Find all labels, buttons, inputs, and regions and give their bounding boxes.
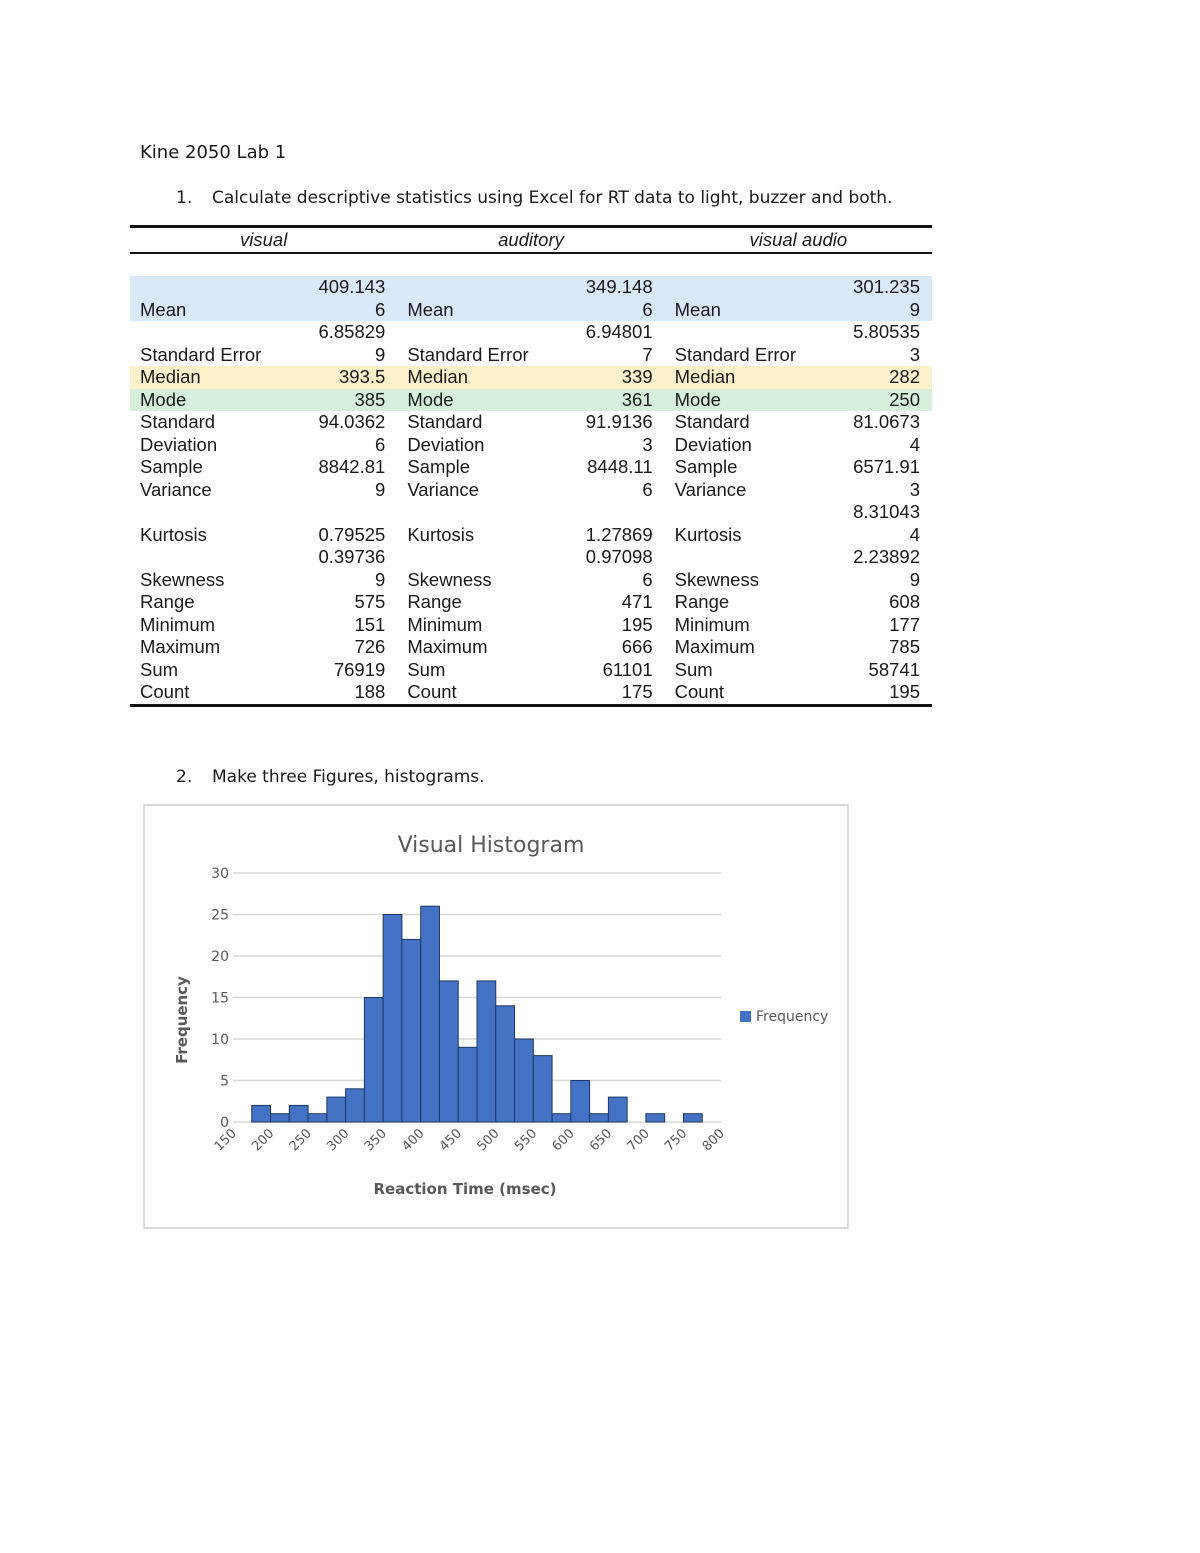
table-row <box>130 524 932 547</box>
histogram-bar <box>364 998 383 1123</box>
stat-label: Standard <box>140 411 216 432</box>
y-tick-label: 0 <box>220 1115 229 1131</box>
task-text: Make three Figures, histograms. <box>212 767 485 787</box>
header-auditory: auditory <box>397 227 664 254</box>
histogram-bar <box>402 939 421 1122</box>
stat-label <box>130 321 305 344</box>
stat-label: Standard Error <box>140 343 262 365</box>
spacer-row <box>130 253 932 276</box>
stat-value: 81.0673 <box>853 411 920 432</box>
document-title: Kine 2050 Lab 1 <box>140 142 287 163</box>
x-tick-label: 350 <box>361 1126 390 1155</box>
histogram-bars <box>252 906 702 1122</box>
stat-label: Kurtosis <box>674 523 742 545</box>
stat-label: Range <box>140 591 195 612</box>
task-text: Calculate descriptive statistics using Excel for RT data to light, buzzer and both. <box>212 188 893 208</box>
stat-value: 9 <box>375 478 386 500</box>
x-tick-label: 450 <box>436 1126 466 1155</box>
stat-value: 9 <box>375 568 386 590</box>
stat-value: 177 <box>889 613 920 635</box>
stat-label: Median <box>665 366 840 389</box>
stat-label <box>130 546 305 569</box>
stat-value: 6 <box>642 568 653 590</box>
histogram-bar <box>608 1097 627 1122</box>
descriptive-stats-table <box>130 225 932 707</box>
stat-label: Minimum <box>407 613 483 635</box>
stat-label: Kurtosis <box>140 523 207 545</box>
stat-value: 9 <box>909 568 920 590</box>
stat-label: Deviation <box>674 433 752 455</box>
stat-label: Minimum <box>674 613 750 635</box>
stat-value: 195 <box>621 613 653 635</box>
y-tick-label: 30 <box>211 866 229 882</box>
stat-value: 282 <box>840 366 932 389</box>
stat-label: Mode <box>665 389 840 412</box>
stat-label: Minimum <box>140 613 216 635</box>
visual-histogram-chart <box>143 804 849 1229</box>
histogram-bar <box>271 1114 290 1122</box>
stat-label <box>397 501 572 524</box>
stat-value: 471 <box>621 591 653 612</box>
histogram-bar <box>515 1039 534 1122</box>
x-tick-label: 800 <box>699 1126 728 1155</box>
stat-label: Median <box>130 366 305 389</box>
stat-value: 726 <box>354 636 386 657</box>
stat-label: Count <box>397 681 572 705</box>
histogram-bar <box>477 981 496 1122</box>
stat-value: 608 <box>889 591 920 612</box>
table-row <box>130 321 932 344</box>
histogram-bar <box>496 1006 515 1122</box>
stat-label <box>665 276 840 299</box>
histogram-bar <box>552 1114 571 1122</box>
stat-value: 6 <box>642 478 653 500</box>
stat-label: Maximum <box>674 636 755 657</box>
histogram-bar <box>308 1114 327 1122</box>
stat-value: 0.79525 <box>318 523 386 545</box>
histogram-bar <box>439 981 458 1122</box>
task-number: 2. <box>176 767 193 787</box>
stat-value: 785 <box>889 636 920 657</box>
x-axis-label: Reaction Time (msec) <box>373 1180 557 1198</box>
stat-label: Variance <box>407 478 479 500</box>
stat-label: Count <box>130 681 305 705</box>
x-axis-ticks <box>212 1126 728 1154</box>
stat-label: Range <box>407 591 462 612</box>
stat-value: 91.9136 <box>585 411 653 432</box>
stat-value: 385 <box>305 389 397 412</box>
stat-label <box>397 546 572 569</box>
stat-value: 6.94801 <box>585 321 653 342</box>
stat-label <box>130 276 305 299</box>
table-row <box>130 366 932 389</box>
table-row <box>130 276 932 299</box>
table-row <box>130 681 932 705</box>
table-header-row <box>130 227 932 254</box>
x-tick-label: 400 <box>399 1126 428 1155</box>
stat-label: Range <box>674 591 730 612</box>
stat-value: 6 <box>305 299 397 322</box>
table-row <box>130 501 932 524</box>
stat-value: 151 <box>354 613 386 635</box>
stat-label <box>397 276 572 299</box>
x-tick-label: 150 <box>211 1126 240 1155</box>
x-tick-label: 750 <box>662 1126 691 1155</box>
table-body <box>130 253 932 705</box>
stat-value: 250 <box>840 389 932 412</box>
stat-label <box>130 501 305 524</box>
y-tick-label: 20 <box>211 949 229 965</box>
stat-label: Skewness <box>674 568 759 590</box>
stat-value: 0.39736 <box>318 546 386 567</box>
stat-value: 8.31043 <box>853 501 920 522</box>
stat-value: 4 <box>909 433 920 455</box>
stat-label: Sample <box>407 456 471 477</box>
stat-value: 8448.11 <box>587 456 653 477</box>
stat-label: Deviation <box>140 433 218 455</box>
y-axis-label: Frequency <box>173 976 191 1064</box>
header-visual: visual <box>130 227 397 254</box>
stat-value: 3 <box>642 433 653 455</box>
stat-label <box>397 321 572 344</box>
x-tick-label: 700 <box>624 1126 653 1155</box>
stat-value: 1.27869 <box>585 523 653 545</box>
chart-legend <box>740 1009 828 1025</box>
table-row <box>130 299 932 322</box>
histogram-bar <box>571 1081 590 1123</box>
stat-value: 58741 <box>868 658 920 680</box>
stat-label: Deviation <box>407 433 485 455</box>
stat-value: 61101 <box>602 658 653 680</box>
table-row <box>130 389 932 412</box>
stat-label: Sample <box>140 456 203 477</box>
stat-label: Maximum <box>140 636 221 657</box>
stat-label: Median <box>397 366 572 389</box>
y-tick-label: 25 <box>211 907 229 924</box>
stat-value: 6571.91 <box>853 456 920 477</box>
table-row <box>130 411 932 434</box>
histogram-bar <box>646 1114 665 1122</box>
y-tick-label: 10 <box>211 1032 229 1048</box>
stat-label: Sum <box>674 658 713 680</box>
histogram-bar <box>346 1089 365 1122</box>
stat-value: 666 <box>621 636 653 657</box>
stat-label: Standard Error <box>407 343 529 365</box>
x-tick-label: 600 <box>549 1126 578 1155</box>
stat-label: Kurtosis <box>407 523 475 545</box>
stat-value: 339 <box>573 366 665 389</box>
stat-value: 188 <box>305 681 397 705</box>
stat-label <box>665 501 840 524</box>
histogram-bar <box>458 1047 477 1122</box>
table-row <box>130 344 932 367</box>
stat-label: Standard <box>674 411 750 432</box>
stat-label: Mean <box>665 299 840 322</box>
stat-value: 6 <box>573 299 665 322</box>
histogram-svg <box>145 806 847 1227</box>
stat-label <box>665 321 840 344</box>
stat-value: 9 <box>375 343 386 365</box>
stat-label: Standard <box>407 411 483 432</box>
table-row <box>130 614 932 637</box>
table-row <box>130 636 932 659</box>
histogram-bar <box>252 1105 271 1122</box>
x-tick-label: 200 <box>249 1126 278 1155</box>
header-visual-audio: visual audio <box>665 227 932 254</box>
stat-value: 575 <box>354 591 386 612</box>
stat-label: Maximum <box>407 636 488 657</box>
stat-value: 6 <box>375 433 386 455</box>
legend-label: Frequency <box>756 1009 829 1025</box>
table-row <box>130 569 932 592</box>
stat-value: 409.143 <box>305 276 397 299</box>
y-tick-label: 5 <box>220 1073 229 1090</box>
stat-label <box>665 546 840 569</box>
stat-value: 3 <box>909 478 920 500</box>
stat-value: 4 <box>909 523 920 545</box>
histogram-bar <box>289 1105 308 1122</box>
stat-value: 195 <box>840 681 932 705</box>
stat-label: Mean <box>130 299 305 322</box>
stat-label: Mean <box>397 299 572 322</box>
stat-label: Mode <box>397 389 572 412</box>
stat-label: Mode <box>130 389 305 412</box>
stat-value: 0.97098 <box>585 546 653 567</box>
stat-value: 175 <box>573 681 665 705</box>
stat-value <box>305 501 397 524</box>
stat-value: 361 <box>573 389 665 412</box>
stat-value: 393.5 <box>305 366 397 389</box>
y-axis-ticks <box>211 866 229 1131</box>
table-row <box>130 546 932 569</box>
stat-label: Standard Error <box>674 343 796 365</box>
x-tick-label: 550 <box>511 1126 541 1155</box>
descriptive-stats-table-wrap <box>130 225 932 707</box>
stat-value: 3 <box>909 343 920 365</box>
legend-swatch <box>740 1011 751 1022</box>
stat-value: 6.85829 <box>318 321 386 342</box>
table-row <box>130 591 932 614</box>
task-number: 1. <box>176 188 193 208</box>
stat-value: 301.235 <box>840 276 932 299</box>
stat-label: Sum <box>140 658 179 680</box>
x-tick-label: 650 <box>587 1126 616 1155</box>
stat-value: 94.0362 <box>318 411 386 432</box>
table-row <box>130 479 932 502</box>
histogram-bar <box>590 1114 609 1122</box>
stat-value: 76919 <box>333 658 386 680</box>
y-tick-label: 15 <box>211 990 229 1007</box>
x-tick-label: 300 <box>324 1126 353 1155</box>
stat-label: Variance <box>140 478 212 500</box>
stat-label: Count <box>665 681 840 705</box>
chart-title: Visual Histogram <box>397 833 585 858</box>
stat-value: 8842.81 <box>318 456 386 477</box>
stat-label: Skewness <box>140 568 225 590</box>
histogram-bar <box>533 1056 552 1122</box>
stat-value: 349.148 <box>573 276 665 299</box>
stat-label: Variance <box>674 478 747 500</box>
table-row <box>130 434 932 457</box>
stat-label: Sample <box>674 456 738 477</box>
histogram-bar <box>421 906 440 1122</box>
stat-value: 9 <box>840 299 932 322</box>
stat-value: 2.23892 <box>853 546 920 567</box>
stat-value: 7 <box>642 343 653 365</box>
histogram-bar <box>383 915 402 1123</box>
stat-label: Sum <box>407 658 446 680</box>
stat-value <box>573 501 665 524</box>
x-tick-label: 500 <box>474 1126 503 1155</box>
stat-label: Skewness <box>407 568 492 590</box>
histogram-bar <box>327 1097 346 1122</box>
histogram-bar <box>683 1114 702 1122</box>
table-row <box>130 659 932 682</box>
table-row <box>130 456 932 479</box>
stat-value: 5.80535 <box>853 321 920 342</box>
x-tick-label: 250 <box>286 1126 315 1155</box>
